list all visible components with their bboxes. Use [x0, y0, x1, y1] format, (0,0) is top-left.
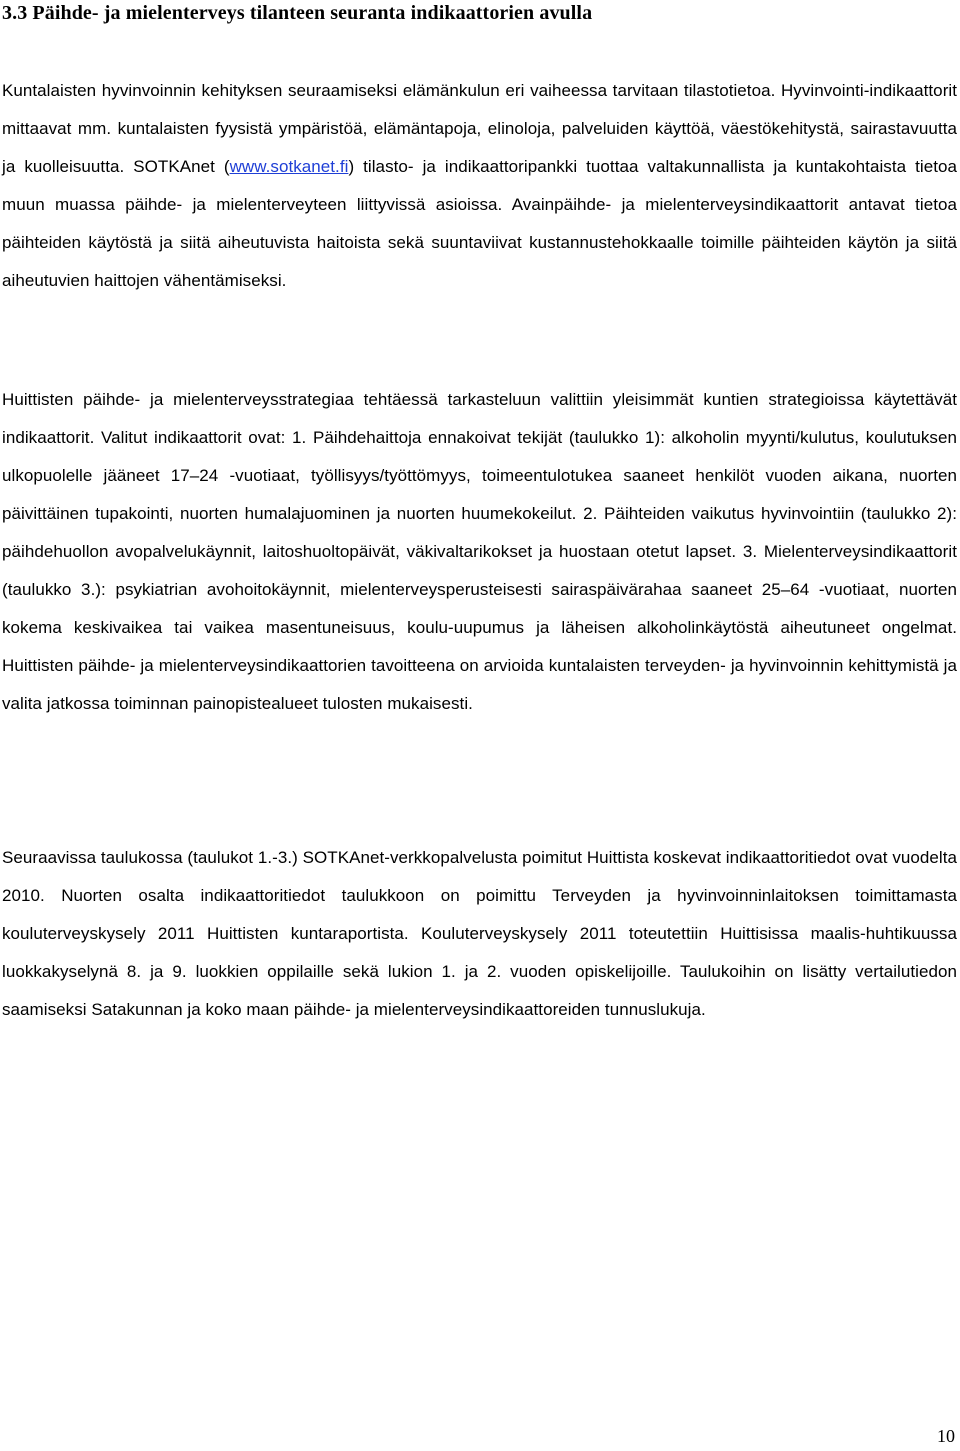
paragraph-table-sources: Seuraavissa taulukossa (taulukot 1.-3.) SOTKAnet-verkkopalvelusta poimitut Huittista koskevat indikaattoritiedot ovat vuodelta 2010. Nuorten osalta indikaattoritiedot taulukkoon on poimittu Terveyden ja hyvinvoinninlaitoksen toimittamasta kouluterveyskysely 2011 Huittisten kuntaraportista. Kouluterveyskysely 2011 toteutettiin Huittisissa maalis-huhtikuussa luokkakyselynä 8. ja 9. luokkien oppilaille sekä lukion 1. ja 2. vuoden opiskelijoille. Taulukoihin on lisätty vertailutiedon saamiseksi Satakunnan ja koko maan päihde- ja mielenterveysindikaattoreiden tunnuslukuja.: [2, 848, 957, 1019]
paragraph-1-text-end: ) tilasto- ja indikaattoripankki tuottaa valtakunnallista ja kuntakohtaista tietoa muun muassa päihde- ja mielenterveyteen liittyvissä asioissa. Avainpäihde- ja mielenterveysindikaattorit antavat tietoa päihteiden käytöstä ja siitä aiheutuvista haitoista sekä suuntaviivat kustannustehokkaalle toimille päihteiden käytön ja siitä aiheutuvien haittojen vähentämiseksi.: [2, 157, 957, 290]
section-heading: 3.3 Päihde- ja mielenterveys tilanteen seuranta indikaattorien avulla: [2, 2, 593, 24]
paragraph-1-text-start: Kuntalaisten hyvinvoinnin kehityksen seuraamiseksi elämänkulun eri vaiheessa tarvitaan tilastotietoa. Hyvinvointi-indikaattorit mittaavat mm. kuntalaisten fyysistä ympäristöä, elämäntapoja, elinoloja, palveluiden käyttöä, väestökehitystä, sairastavuutta ja kuolleisuutta. SOTKAnet (: [2, 81, 957, 176]
page-number: 10: [937, 1426, 955, 1446]
sotkanet-link[interactable]: www.sotkanet.fi: [229, 157, 349, 176]
paragraph-selected-indicators: Huittisten päihde- ja mielenterveysstrategiaa tehtäessä tarkasteluun valittiin yleisimmät kuntien strategioissa käytettävät indikaattorit. Valitut indikaattorit ovat: 1. Päihdehaittoja ennakoivat tekijät (taulukko 1): alkoholin myynti/kulutus, koulutuksen ulkopuolelle jääneet 17–24 -vuotiaat, työllisyys/työttömyys, toimeentulotukea saaneet henkilöt vuoden aikana, nuorten päivittäinen tupakointi, nuorten humalajuominen ja nuorten huumekokeilut. 2. Päihteiden vaikutus hyvinvointiin (taulukko 2): päihdehuollon avopalvelukäynnit, laitoshuoltopäivät, väkivaltarikokset ja huostaan otetut lapset. 3. Mielenterveysindikaattorit (taulukko 3.): psykiatrian avohoitokäynnit, mielenterveysperusteisesti sairaspäivärahaa saaneet 25–64 -vuotiaat, nuorten kokema keskivaikea tai vaikea masentuneisuus, koulu-uupumus ja läheisen alkoholinkäytöstä aiheutuneet ongelmat. Huittisten päihde- ja mielenterveysindikaattorien tavoitteena on arvioida kuntalaisten terveyden- ja hyvinvoinnin kehittymistä ja valita jatkossa toiminnan painopistealueet tulosten mukaisesti.: [2, 390, 957, 713]
paragraph-indicators-intro: [2, 72, 957, 300]
